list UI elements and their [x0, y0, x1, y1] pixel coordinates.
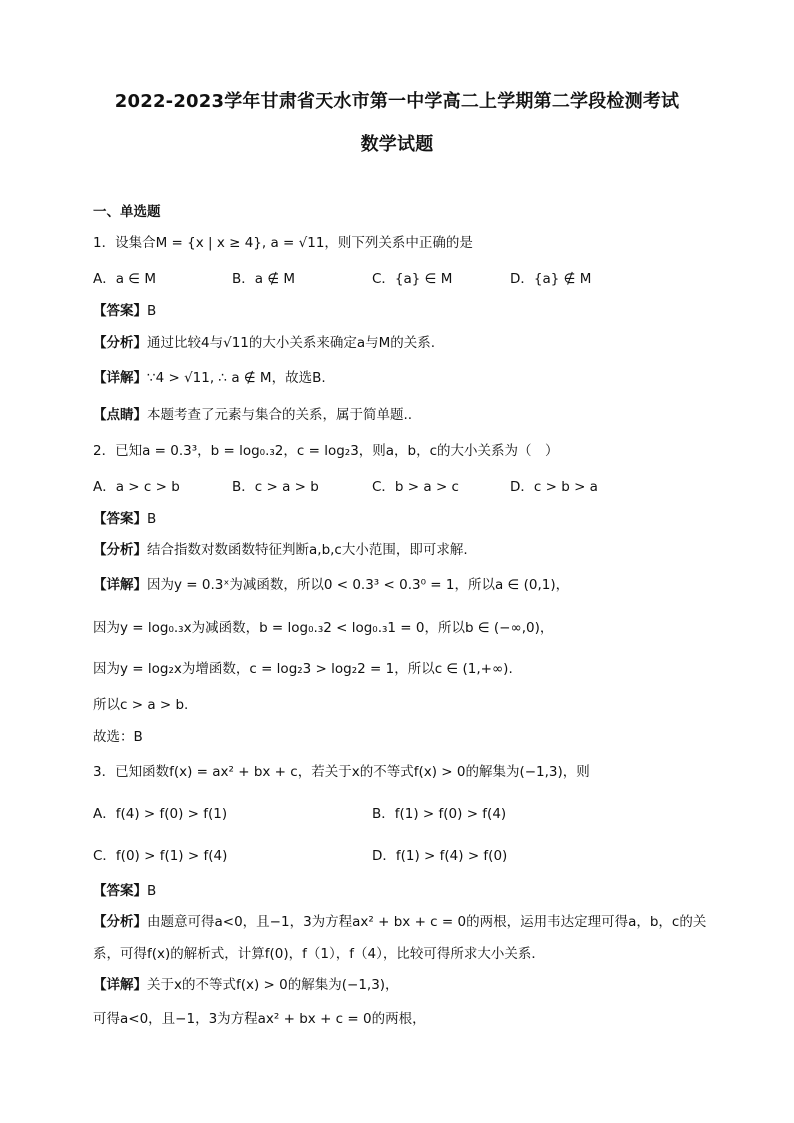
document-subtitle: 数学试题 — [360, 134, 434, 155]
q2-analysis — [93, 540, 468, 560]
answer-value: B — [147, 883, 157, 899]
analysis-tag: 【分析】 — [93, 335, 147, 351]
q3-detail — [93, 975, 399, 995]
analysis-tag: 【分析】 — [93, 914, 147, 930]
answer-tag: 【答案】 — [93, 303, 147, 319]
q2-detail-line-3: 因为y = log₂x为增函数，c = log₂3 > log₂2 = 1，所以c ∈ (1,+∞). — [93, 661, 513, 677]
q1-detail — [93, 368, 326, 388]
q2-detail-line-4: 所以c > a > b. — [93, 697, 189, 713]
detail-text-1: 因为y = 0.3ˣ为减函数，所以0 < 0.3³ < 0.3⁰ = 1，所以a ∈ (0,1)， — [147, 577, 570, 593]
answer-tag: 【答案】 — [93, 511, 147, 527]
q1-option-b: B．a ∉ M — [232, 271, 296, 287]
q3-option-a: A．f(4) > f(0) > f(1) — [93, 806, 228, 822]
comment-tag: 【点睛】 — [93, 407, 147, 423]
q2-option-b: B．c > a > b — [232, 479, 319, 495]
q3-detail-line-2: 可得a<0，且−1，3为方程ax² + bx + c = 0的两根， — [93, 1011, 426, 1027]
detail-text-1: 关于x的不等式f(x) > 0的解集为(−1,3)， — [147, 977, 399, 993]
q2-answer — [93, 509, 156, 529]
q3-stem: 3．已知函数f(x) = ax² + bx + c，若关于x的不等式f(x) > 0的解集为(−1,3)，则 — [93, 764, 590, 780]
analysis-tag: 【分析】 — [93, 542, 147, 558]
q3-option-b: B．f(1) > f(0) > f(4) — [372, 806, 507, 822]
q1-option-d: D．{a} ∉ M — [510, 271, 592, 287]
q2-option-a: A．a > c > b — [93, 479, 180, 495]
analysis-text-1: 由题意可得a<0，且−1，3为方程ax² + bx + c = 0的两根，运用韦达定理可得a，b，c的关 — [147, 914, 707, 930]
q2-detail — [93, 575, 569, 595]
q1-comment — [93, 405, 412, 425]
section-heading: 一、单选题 — [93, 204, 161, 220]
q3-answer — [93, 881, 156, 901]
q1-option-c: C．{a} ∈ M — [372, 271, 453, 287]
q2-detail-line-5: 故选：B — [93, 729, 143, 745]
q2-stem: 2．已知a = 0.3³，b = log₀.₃2，c = log₂3，则a，b，c的大小关系为（ ） — [93, 443, 559, 459]
q3-option-c: C．f(0) > f(1) > f(4) — [93, 848, 228, 864]
q1-stem: 1．设集合M = {x | x ≥ 4}, a = √11，则下列关系中正确的是 — [93, 235, 473, 251]
q3-analysis — [93, 912, 706, 932]
document-title: 2022-2023学年甘肃省天水市第一中学高二上学期第二学段检测考试 — [114, 91, 680, 112]
answer-value: B — [147, 303, 157, 319]
answer-tag: 【答案】 — [93, 883, 147, 899]
q2-detail-line-2: 因为y = log₀.₃x为减函数，b = log₀.₃2 < log₀.₃1 = 0，所以b ∈ (−∞,0)， — [93, 620, 554, 636]
q1-option-a: A．a ∈ M — [93, 271, 156, 287]
q3-option-d: D．f(1) > f(4) > f(0) — [372, 848, 508, 864]
analysis-text: 结合指数对数函数特征判断a,b,c大小范围，即可求解. — [147, 542, 468, 558]
detail-tag: 【详解】 — [93, 370, 147, 386]
detail-tag: 【详解】 — [93, 977, 147, 993]
q2-option-c: C．b > a > c — [372, 479, 459, 495]
answer-value: B — [147, 511, 157, 527]
q2-option-d: D．c > b > a — [510, 479, 598, 495]
q1-analysis — [93, 333, 435, 353]
analysis-text: 通过比较4与√11的大小关系来确定a与M的关系. — [147, 335, 436, 351]
detail-text: ∵4 > √11, ∴ a ∉ M，故选B. — [147, 370, 326, 386]
q3-analysis-line-2: 系，可得f(x)的解析式，计算f(0)，f（1），f（4），比较可得所求大小关系． — [93, 946, 545, 962]
comment-text: 本题考查了元素与集合的关系，属于简单题.. — [147, 407, 413, 423]
detail-tag: 【详解】 — [93, 577, 147, 593]
q1-answer — [93, 301, 156, 321]
